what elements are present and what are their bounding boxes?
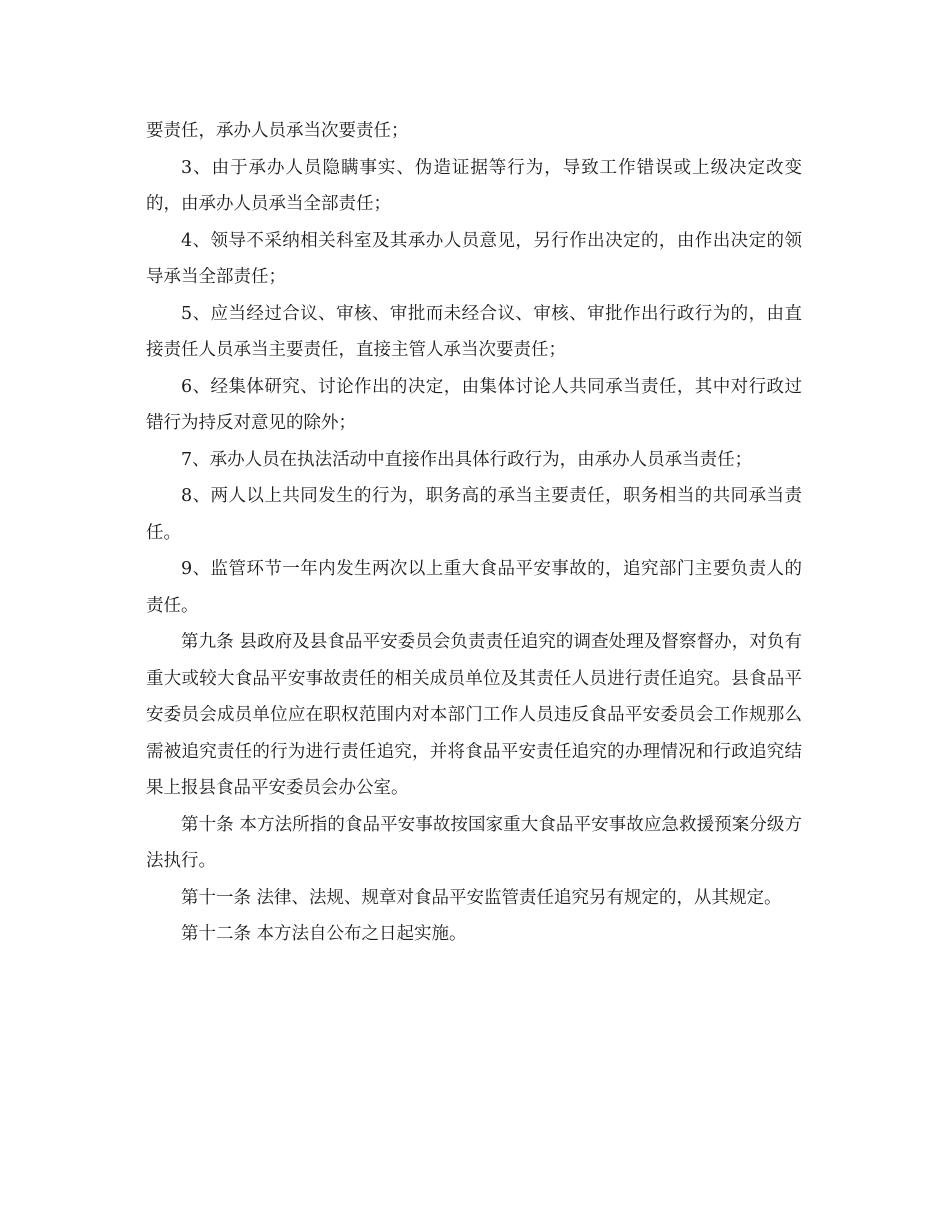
paragraph-item-5: 5、应当经过合议、审核、审批而未经合议、审核、审批作出行政行为的，由直接责任人员承当主要责任，直接主管人承当次要责任；: [146, 303, 802, 360]
paragraph-item-3: 3、由于承办人员隐瞒事实、伪造证据等行为，导致工作错误或上级决定改变的，由承办人员承当全部责任；: [146, 157, 802, 214]
document-body: [146, 113, 802, 953]
paragraph-item-6: 6、经集体研究、讨论作出的决定，由集体讨论人共同承当责任，其中对行政过错行为持反对意见的除外；: [146, 376, 802, 433]
article-11: 第十一条 法律、法规、规章对食品平安监管责任追究另有规定的，从其规定。: [181, 887, 782, 908]
paragraph-item-8: 8、两人以上共同发生的行为，职务高的承当主要责任，职务相当的共同承当责任。: [146, 486, 802, 543]
paragraph-item-7: 7、承办人员在执法活动中直接作出具体行政行为，由承办人员承当责任；: [181, 449, 753, 470]
paragraph-continuation: 要责任，承办人员承当次要责任；: [146, 121, 409, 141]
article-10: 第十条 本方法所指的食品平安事故按国家重大食品平安事故应急救援预案分级方法执行。: [146, 814, 802, 871]
paragraph-item-9: 9、监管环节一年内发生两次以上重大食品平安事故的，追究部门主要负责人的责任。: [146, 559, 802, 616]
paragraph-item-4: 4、领导不采纳相关科室及其承办人员意见，另行作出决定的，由作出决定的领导承当全部责任；: [146, 230, 802, 287]
article-9: 第九条 县政府及县食品平安委员会负责责任追究的调查处理及督察督办，对负有重大或较大食品平安事故责任的相关成员单位及其责任人员进行责任追究。县食品平安委员会成员单位应在职权范围内对本部门工作人员违反食品平安委员会工作规那么需被追究责任的行为进行责任追究，并将食品平安责任追究的办理情况和行政追究结果上报县食品平安委员会办公室。: [146, 632, 802, 798]
article-12: 第十二条 本方法自公布之日起实施。: [181, 924, 467, 944]
